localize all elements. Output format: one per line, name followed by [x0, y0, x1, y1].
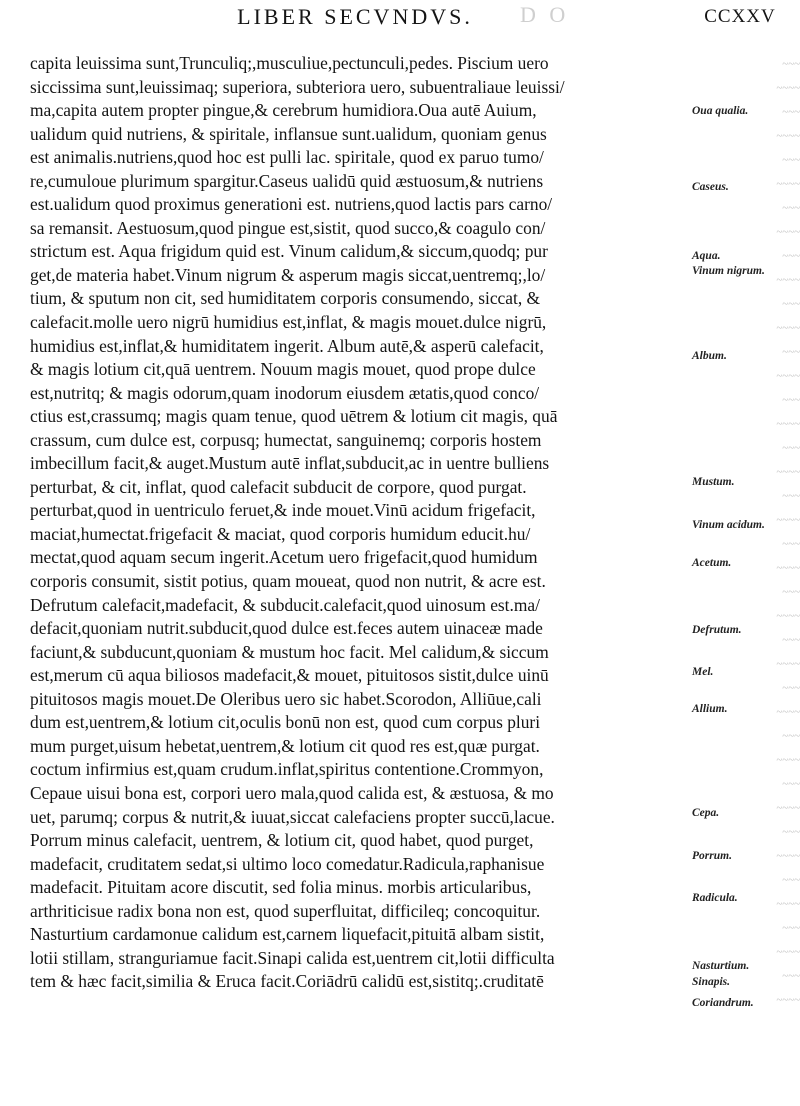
text-line: & magis lotium cit,quā uentrem. Nouum magis mouet, quod prope dulce	[30, 359, 536, 380]
margin-note-mustum: Mustum.	[692, 476, 735, 488]
text-line: Nasturtium cardamonue calidum est,carnem liquefacit,pituitā albam sistit,	[30, 924, 545, 945]
text-line: tem & hæc facit,similia & Eruca facit.Coriādrū calidū est,sistitq;.cruditatē	[30, 971, 544, 992]
text-line: re,cumuloue plurimum spargitur.Caseus ualidū quid æstuosum,& nutriens	[30, 170, 544, 191]
text-line: strictum est. Aqua frigidum quid est. Vinum calidum,& siccum,quodq; pur	[30, 241, 548, 262]
text-line: madefacit, cruditatem sedat,si ultimo loco comedatur.Radicula,raphanisue	[30, 853, 545, 874]
text-line: tium, & sputum non cit, sed humiditatem corporis consumendo, siccat, &	[30, 288, 541, 309]
text-line: Defrutum calefacit,madefacit, & subducit.calefacit,quod uinosum est.ma/	[30, 594, 540, 615]
bleed-through-heading: D O	[520, 2, 570, 27]
text-line: siccissima sunt,leuissimaq; superiora, subteriora uero, subuentraliaue leuissi/	[30, 76, 565, 97]
margin-note-oua: Oua qualia.	[692, 105, 749, 117]
text-line: defacit,quoniam nutrit.subducit,quod dulce est.feces autem uinaceæ made	[30, 618, 543, 639]
margin-note-sinapis: Sinapis.	[692, 976, 731, 988]
margin-note-defrutum: Defrutum.	[692, 624, 742, 636]
text-line: Cepaue uisui bona est, corpori uero mala,quod calida est, & æstuosa, & mo	[30, 782, 554, 803]
text-line: ma,capita autem propter pingue,& cerebrum humidiora.Oua autē Auium,	[30, 100, 537, 121]
text-line: mum purget,uisum hebetat,uentrem,& lotium cit quod res est,quæ purgat.	[30, 735, 540, 756]
running-head: LIBER SECVNDVS.	[237, 4, 473, 29]
margin-note-acetum: Acetum.	[692, 557, 732, 569]
margin-note-porrum: Porrum.	[692, 850, 732, 862]
text-line: get,de materia habet.Vinum nigrum & asperum magis siccat,uentremq;,lo/	[30, 264, 546, 285]
text-line: pituitosos magis mouet.De Oleribus uero sic habet.Scorodon, Alliūue,cali	[30, 688, 542, 709]
text-line: est,nutritq; & magis odorum,quam inodorum eiusdem ætatis,quod conco/	[30, 382, 540, 403]
margin-note-caseus: Caseus.	[692, 181, 729, 193]
margin-note-mel: Mel.	[692, 666, 714, 678]
text-line: dum est,uentrem,& lotium cit,oculis bonū non est, quod cum corpus pluri	[30, 712, 541, 733]
text-line: capita leuissima sunt,Trunculiq;,musculiue,pectunculi,pedes. Piscium uero	[30, 53, 549, 73]
text-line: perturbat, & cit, inflat, quod calefacit subducit de corpore, quod purgat.	[30, 476, 527, 497]
text-line: ctius est,crassumq; magis quam tenue, quod uētrem & lotium cit magis, quā	[30, 406, 558, 427]
margin-note-cepa: Cepa.	[692, 807, 720, 819]
text-line: Porrum minus calefacit, uentrem, & lotium cit, quod habet, quod purget,	[30, 830, 534, 851]
text-line: arthriticisue radix bona non est, quod superfluitat, difficileq; concoquitur.	[30, 900, 541, 921]
text-line: perturbat,quod in uentriculo feruet,& inde mouet.Vinū acidum frigefacit,	[30, 500, 536, 521]
margin-note-nasturtium: Nasturtium.	[692, 960, 750, 972]
text-line: corporis consumit, sistit potius, quam moueat, quod non nutrit, & acre est.	[30, 571, 546, 592]
text-line: madefacit. Pituitam acore discutit, sed folia minus. morbis articularibus,	[30, 877, 532, 898]
margin-note-radicula: Radicula.	[692, 892, 738, 904]
folio-number: CCXXV	[704, 6, 776, 27]
margin-note-aqua: Aqua.	[692, 250, 721, 262]
text-line: est,merum cū aqua biliosos madefacit,& mouet, pituitosos sistit,dulce uinū	[30, 665, 549, 686]
text-line: ualidum quid nutriens, & spiritale, inflansue sunt.ualidum, quoniam genus	[30, 123, 547, 144]
text-line: imbecillum facit,& auget.Mustum autē inflat,subducit,ac in uentre bulliens	[30, 453, 550, 474]
text-line: crassum, cum dulce est, corpusq; humectat, sanguinemq; corporis hostem	[30, 429, 542, 450]
bleed-through-margin: ~~~ ~~~~ ~~~ ~~~~ ~~~ ~~~~ ~~~ ~~~~ ~~~ ~~~~ ~~~ ~~~~ ~~~ ~~~~ ~~~ ~~~~ ~~~ ~~~~ ~~~ ~~~~ ~~~ ~~~~ ~~~ ~~~~ ~~~ ~~~~ ~~~ ~~~~ ~~~ ~~~~ ~~~ ~~~~ ~~~ ~~~~ ~~~ ~~~~ ~~~ ~~~~ ~~~ ~~~~	[776, 58, 800, 1006]
text-line: mectat,quod aquam secum ingerit.Acetum uero frigefacit,quod humidum	[30, 547, 538, 568]
margin-note-vinum-acidum: Vinum acidum.	[692, 519, 765, 531]
margin-note-allium: Allium.	[692, 703, 728, 715]
margin-note-coriandrum: Coriandrum.	[692, 997, 754, 1009]
text-line: humidius est,inflat,& humiditatem ingerit. Album autē,& asperū calefacit,	[30, 335, 544, 356]
text-line: calefacit.molle uero nigrū humidius est,inflat, & magis mouet.dulce nigrū,	[30, 312, 547, 333]
text-line: lotii stillam, stranguriamue facit.Sinapi calida est,uentrem cit,lotii difficulta	[30, 947, 555, 968]
text-line: sa remansit. Aestuosum,quod pingue est,sistit, quod succo,& coagulo con/	[30, 217, 546, 238]
text-line: est.ualidum quod proximus generationi est. nutriens,quod lactis pars carno/	[30, 194, 553, 215]
main-text-block	[30, 52, 680, 994]
text-line: coctum infirmius est,quam crudum.inflat,spiritus contentione.Crommyon,	[30, 759, 544, 780]
text-line: uet, parumq; corpus & nutrit,& iuuat,siccat calefaciens propter succū,lacue.	[30, 806, 555, 827]
text-line: maciat,humectat.frigefacit & maciat, quod corporis humidum educit.hu/	[30, 523, 531, 544]
margin-note-vinum-nigrum: Vinum nigrum.	[692, 265, 765, 277]
margin-note-album: Album.	[692, 350, 727, 362]
text-line: est animalis.nutriens,quod hoc est pulli lac. spiritale, quod ex paruo tumo/	[30, 147, 544, 168]
text-line: faciunt,& subducunt,quoniam & mustum hoc facit. Mel calidum,& siccum	[30, 641, 549, 662]
